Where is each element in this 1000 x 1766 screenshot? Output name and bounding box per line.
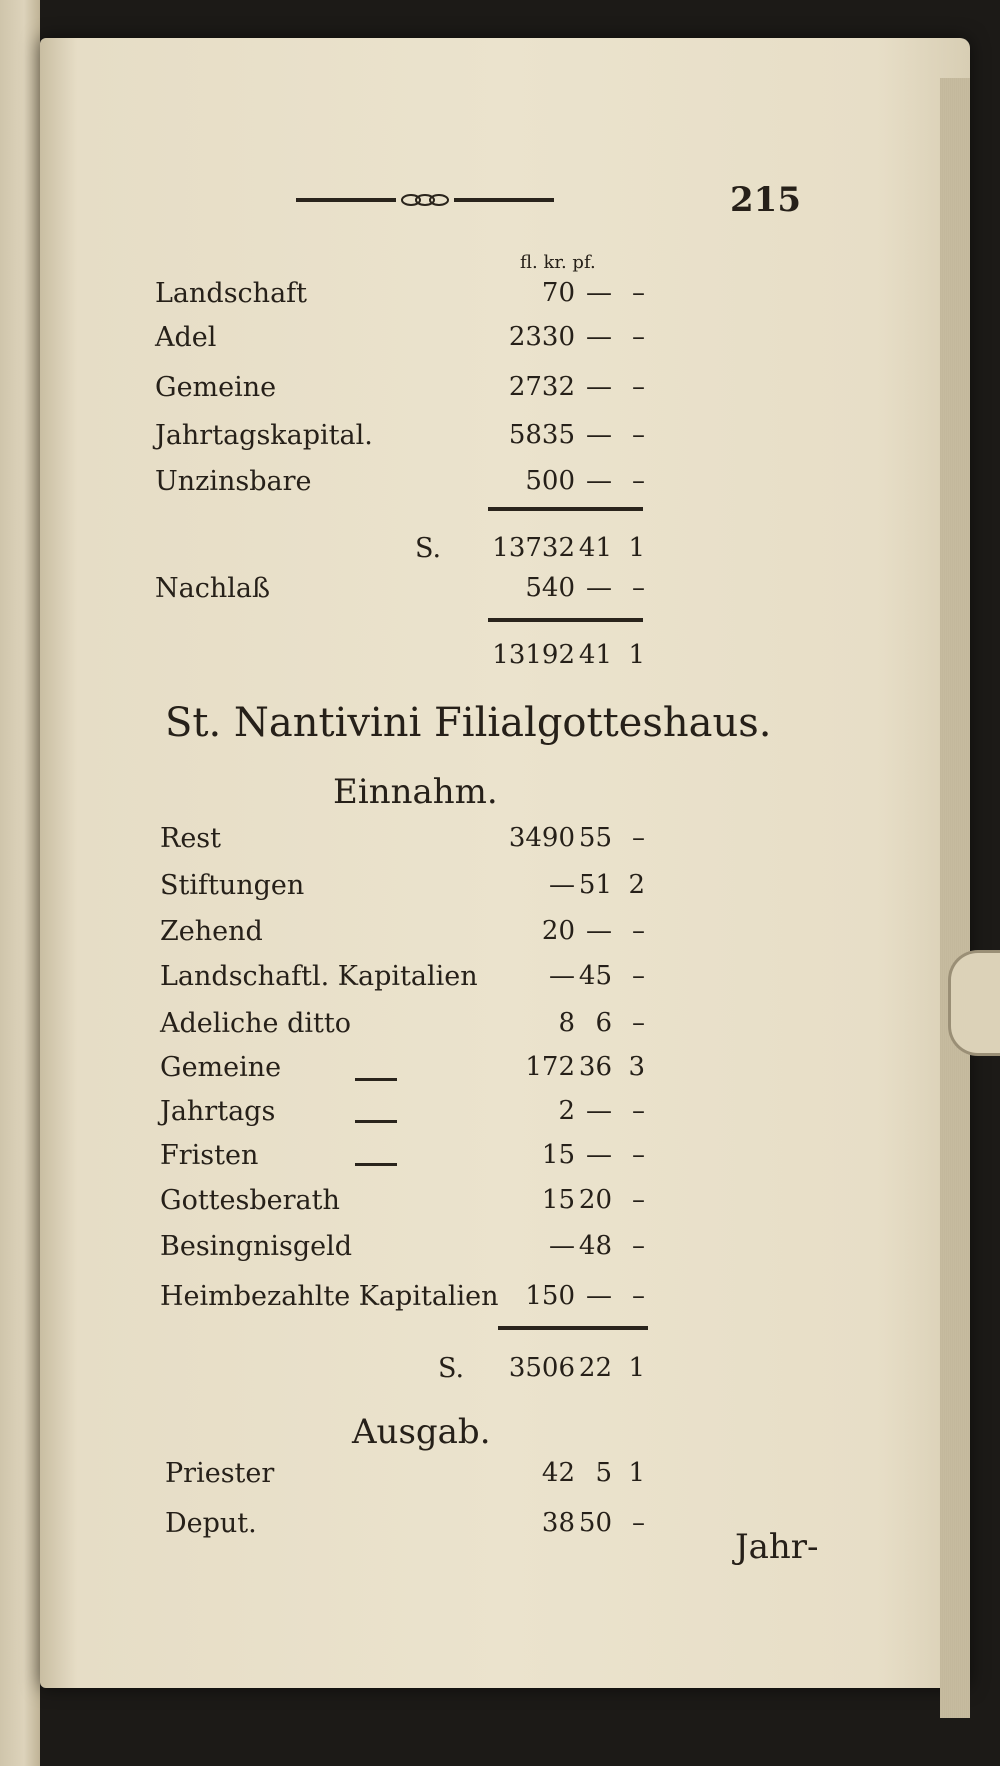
amount-fl: 20 bbox=[541, 916, 575, 946]
row-label: Zehend bbox=[160, 916, 263, 947]
amount-kr: 20 bbox=[578, 1185, 612, 1215]
amount-kr: 22 bbox=[578, 1353, 612, 1383]
amount-fl: 70 bbox=[541, 278, 575, 308]
amount-kr: — bbox=[586, 372, 612, 402]
amount-pf: – bbox=[632, 1008, 645, 1038]
amount-pf: 1 bbox=[628, 640, 645, 670]
amount-pf: – bbox=[632, 372, 645, 402]
amount-pf: – bbox=[632, 573, 645, 603]
sum-rule-1 bbox=[488, 507, 643, 511]
amount-kr: 45 bbox=[578, 961, 612, 991]
page-edges bbox=[940, 78, 970, 1718]
row-label: Deput. bbox=[165, 1508, 257, 1539]
row-label: Unzinsbare bbox=[155, 466, 312, 497]
section-title: St. Nantivini Filialgotteshaus. bbox=[165, 700, 772, 746]
amount-fl: 3490 bbox=[508, 823, 575, 853]
amount-fl: 2330 bbox=[508, 322, 575, 352]
amount-fl: 500 bbox=[525, 466, 575, 496]
amount-pf: – bbox=[632, 420, 645, 450]
amount-fl: 13192 bbox=[492, 640, 575, 670]
amount-fl: 2 bbox=[558, 1096, 575, 1126]
row-label: Stiftungen bbox=[160, 870, 305, 901]
row-label: Priester bbox=[165, 1458, 275, 1489]
row-label: Besingnisgeld bbox=[160, 1231, 353, 1262]
amount-kr: 41 bbox=[578, 533, 612, 563]
amount-kr: 50 bbox=[578, 1508, 612, 1538]
income-heading: Einnahm. bbox=[333, 772, 498, 812]
amount-pf: – bbox=[632, 466, 645, 496]
amount-fl: — bbox=[549, 961, 575, 991]
amount-fl: — bbox=[549, 1231, 575, 1261]
amount-fl: 150 bbox=[525, 1281, 575, 1311]
catchword: Jahr- bbox=[735, 1527, 819, 1567]
amount-fl: 172 bbox=[525, 1052, 575, 1082]
amount-pf: 1 bbox=[628, 1458, 645, 1488]
amount-kr: — bbox=[586, 420, 612, 450]
column-header: fl. kr. pf. bbox=[520, 252, 596, 273]
amount-kr: 48 bbox=[578, 1231, 612, 1261]
amount-pf: – bbox=[632, 1185, 645, 1215]
facing-page-edge bbox=[0, 0, 40, 1766]
amount-fl: 5835 bbox=[508, 420, 575, 450]
ditto-dash bbox=[355, 1120, 397, 1123]
row-label: S. bbox=[438, 1353, 465, 1384]
row-label: Gemeine bbox=[155, 372, 277, 403]
amount-kr: — bbox=[586, 466, 612, 496]
amount-fl: — bbox=[549, 870, 575, 900]
ditto-dash bbox=[355, 1163, 397, 1166]
row-label: Adeliche ditto bbox=[160, 1008, 351, 1039]
amount-pf: – bbox=[632, 322, 645, 352]
amount-fl: 15 bbox=[541, 1185, 575, 1215]
amount-fl: 2732 bbox=[508, 372, 575, 402]
row-label: Nachlaß bbox=[155, 573, 271, 604]
amount-pf: – bbox=[632, 1281, 645, 1311]
amount-fl: 42 bbox=[541, 1458, 575, 1488]
amount-pf: – bbox=[632, 1096, 645, 1126]
header-ornament bbox=[296, 193, 554, 207]
amount-kr: — bbox=[586, 322, 612, 352]
sum-rule-3 bbox=[498, 1326, 648, 1330]
amount-kr: — bbox=[586, 1281, 612, 1311]
sum-rule-2 bbox=[488, 618, 643, 622]
amount-kr: — bbox=[586, 573, 612, 603]
amount-pf: 3 bbox=[628, 1052, 645, 1082]
amount-kr: — bbox=[586, 278, 612, 308]
amount-pf: – bbox=[632, 1231, 645, 1261]
amount-pf: – bbox=[632, 823, 645, 853]
amount-kr: — bbox=[586, 916, 612, 946]
amount-pf: 1 bbox=[628, 1353, 645, 1383]
ditto-dash bbox=[355, 1078, 397, 1081]
row-label: Gemeine bbox=[160, 1052, 282, 1083]
amount-fl: 3506 bbox=[508, 1353, 575, 1383]
row-label: Jahrtags bbox=[160, 1096, 276, 1127]
amount-fl: 8 bbox=[558, 1008, 575, 1038]
amount-fl: 540 bbox=[525, 573, 575, 603]
amount-fl: 13732 bbox=[492, 533, 575, 563]
amount-kr: 41 bbox=[578, 640, 612, 670]
amount-pf: – bbox=[632, 916, 645, 946]
row-label: Fristen bbox=[160, 1140, 259, 1171]
row-label: Gottesberath bbox=[160, 1185, 340, 1216]
page-number: 215 bbox=[730, 180, 801, 220]
amount-kr: 36 bbox=[578, 1052, 612, 1082]
amount-pf: – bbox=[632, 961, 645, 991]
row-label: S. bbox=[415, 533, 442, 564]
amount-pf: 1 bbox=[628, 533, 645, 563]
page-tab bbox=[948, 950, 1000, 1056]
amount-kr: 51 bbox=[578, 870, 612, 900]
row-label: Landschaft bbox=[155, 278, 308, 309]
row-label: Adel bbox=[155, 322, 217, 353]
row-label: Heimbezahlte Kapitalien bbox=[160, 1281, 499, 1312]
amount-kr: 6 bbox=[595, 1008, 612, 1038]
amount-pf: – bbox=[632, 278, 645, 308]
amount-pf: 2 bbox=[628, 870, 645, 900]
row-label: Rest bbox=[160, 823, 222, 854]
amount-fl: 15 bbox=[541, 1140, 575, 1170]
amount-pf: – bbox=[632, 1508, 645, 1538]
amount-kr: — bbox=[586, 1140, 612, 1170]
amount-kr: 55 bbox=[578, 823, 612, 853]
expense-heading: Ausgab. bbox=[352, 1412, 491, 1452]
amount-kr: — bbox=[586, 1096, 612, 1126]
row-label: Landschaftl. Kapitalien bbox=[160, 961, 478, 992]
amount-fl: 38 bbox=[541, 1508, 575, 1538]
row-label: Jahrtagskapital. bbox=[155, 420, 373, 451]
amount-pf: – bbox=[632, 1140, 645, 1170]
amount-kr: 5 bbox=[595, 1458, 612, 1488]
